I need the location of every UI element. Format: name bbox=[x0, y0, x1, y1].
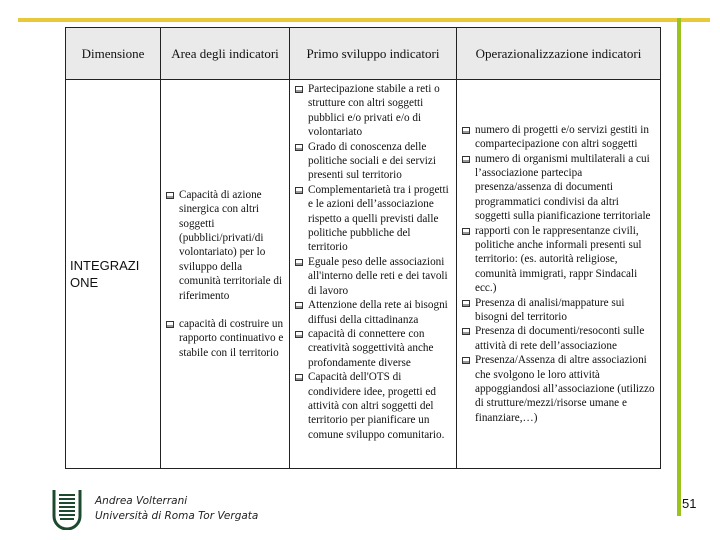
item-text: Capacità dell'OTS di condividere idee, progetti ed attività con altri soggetti del territorio per pianificare un comune sviluppo comunitario. bbox=[308, 371, 445, 441]
aree-cell bbox=[161, 80, 290, 469]
bullet-icon bbox=[295, 259, 303, 266]
footer-author: Andrea Volterrani bbox=[95, 495, 188, 507]
footer-credits bbox=[95, 494, 258, 524]
list-item bbox=[294, 140, 452, 183]
item-text: Grado di conoscenza delle politiche sociali e dei servizi presenti sul territorio bbox=[308, 140, 436, 182]
university-logo-icon bbox=[52, 488, 82, 530]
list-item bbox=[294, 255, 452, 298]
bullet-icon bbox=[295, 331, 303, 338]
bullet-icon bbox=[462, 300, 470, 307]
page-number: 51 bbox=[682, 496, 697, 511]
item-text: capacità di costruire un rapporto continuativo e stabile con il territorio bbox=[179, 318, 284, 359]
list-item bbox=[294, 82, 452, 140]
bullet-icon bbox=[462, 357, 470, 364]
list-item bbox=[294, 298, 452, 327]
bullet-icon bbox=[166, 321, 174, 328]
list-item bbox=[294, 183, 452, 255]
header-area: Area degli indicatori bbox=[161, 28, 290, 80]
bullet-icon bbox=[295, 187, 303, 194]
list-item bbox=[294, 327, 452, 370]
indicators-table bbox=[65, 27, 661, 469]
header-dimensione: Dimensione bbox=[66, 28, 161, 80]
footer-university: Università di Roma Tor Vergata bbox=[95, 510, 259, 522]
item-text: numero di progetti e/o servizi gestiti in compartecipazione con altri soggetti bbox=[475, 123, 649, 151]
primo-sviluppo-cell bbox=[290, 80, 457, 469]
item-text: numero di organismi multilaterali a cui l’associazione partecipa presenza/assenza di documenti programmatici condivisi da altri soggetti sulla pianificazione territoriale bbox=[475, 152, 651, 223]
item-text: Complementarietà tra i progetti e le azioni dell’associazione rispetto a quelli previsti dalle politiche pubbliche del territorio bbox=[308, 183, 449, 254]
item-text: rapporti con le rappresentanze civili, politiche anche informali presenti sul territorio: (es. autorità religiose, comunità immigrati, rappr Sindacali ecc.) bbox=[475, 224, 642, 295]
list-item bbox=[165, 188, 285, 303]
item-text: Presenza di analisi/mappature sui bisogni del territorio bbox=[475, 296, 625, 324]
item-text: Eguale peso delle associazioni all'interno delle reti e dei tavoli di lavoro bbox=[308, 255, 448, 297]
side-accent-line bbox=[677, 18, 681, 516]
item-text: Partecipazione stabile a reti o strutture con altri soggetti pubblici e/o privati e/o di volontariato bbox=[308, 83, 440, 139]
item-text: Presenza di documenti/resoconti sulle attività di rete dell’associazione bbox=[475, 325, 645, 352]
bullet-icon bbox=[295, 302, 303, 309]
dimensione-value: INTEGRAZIONE bbox=[70, 258, 140, 290]
list-item bbox=[461, 152, 656, 224]
top-accent-line bbox=[18, 18, 710, 22]
list-item bbox=[294, 370, 452, 442]
list-item bbox=[461, 224, 656, 296]
operazionalizzazione-cell bbox=[457, 80, 661, 469]
list-item bbox=[461, 123, 656, 152]
item-text: Capacità di azione sinergica con altri soggetti (pubblici/privati/di volontariato) per lo sviluppo della comunità territoriale di riferimento bbox=[179, 188, 283, 302]
bullet-icon bbox=[295, 86, 303, 93]
bullet-icon bbox=[295, 374, 303, 381]
bullet-icon bbox=[462, 127, 470, 134]
item-text: Presenza/Assenza di altre associazioni che svolgono le loro attività appoggiandosi all’associazione (utilizzo di strutture/mezzi/risorse umane e finanziare,…) bbox=[475, 354, 655, 424]
list-item bbox=[461, 324, 656, 353]
item-text: capacità di connettere con creatività soggettività anche profondamente diverse bbox=[308, 327, 434, 369]
table-header-row bbox=[66, 28, 661, 80]
header-primo-sviluppo: Primo sviluppo indicatori bbox=[290, 28, 457, 80]
header-operazionalizzazione: Operazionalizzazione indicatori bbox=[457, 28, 661, 80]
item-text: Attenzione della rete ai bisogni diffusi della cittadinanza bbox=[308, 299, 448, 326]
bullet-icon bbox=[462, 228, 470, 235]
dimensione-cell bbox=[66, 80, 161, 469]
bullet-icon bbox=[462, 156, 470, 163]
table-row bbox=[66, 80, 661, 469]
list-item bbox=[165, 317, 285, 360]
list-item bbox=[461, 296, 656, 325]
bullet-icon bbox=[295, 144, 303, 151]
bullet-icon bbox=[462, 328, 470, 335]
bullet-icon bbox=[166, 192, 174, 199]
list-item bbox=[461, 353, 656, 425]
